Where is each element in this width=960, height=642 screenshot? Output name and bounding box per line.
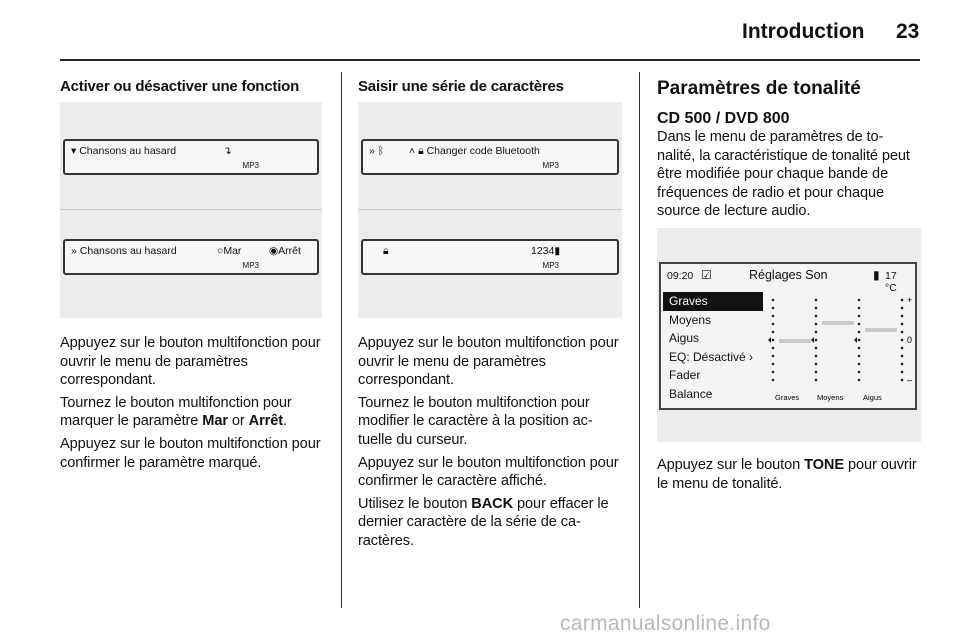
paragraph (358, 495, 624, 551)
tone-item-fader[interactable]: Fader (669, 368, 701, 383)
page-number: 23 (896, 20, 920, 43)
temperature: 17 °C (885, 270, 897, 294)
column-divider-1 (341, 72, 342, 608)
tone-settings-display (659, 262, 917, 410)
cursor-block-icon: ▮ (554, 245, 561, 257)
column-activate-function (60, 78, 326, 95)
bold-term: Arrêt (248, 413, 283, 430)
screenshot-panel-characters (358, 102, 622, 318)
divider (60, 209, 322, 210)
tone-item-moyens[interactable]: Moyens (669, 312, 712, 327)
equalizer-bars (765, 292, 915, 408)
option-on: Mar (223, 245, 242, 257)
radio-selected-icon: ◉ (269, 245, 279, 257)
bar-label-aigus: Aigus (863, 393, 882, 402)
display-label: Chansons au hasard (79, 145, 177, 157)
tone-item-eq[interactable] (663, 348, 763, 367)
display-label: Chansons au hasard (79, 245, 177, 257)
column-divider-2 (639, 72, 640, 608)
graves-level-bar (779, 339, 811, 343)
option-off: Arrêt (278, 245, 301, 257)
chevron-right-icon: › (749, 349, 754, 364)
tone-item-graves[interactable]: Graves (663, 292, 763, 311)
check-box-icon: ☑ (701, 268, 712, 282)
column-1-body (60, 330, 326, 472)
screenshot-panel-toggle (60, 102, 322, 318)
clock: 09:20 (667, 270, 694, 282)
paragraph: Appuyez sur le bouton multifonction pour ouvrir le menu de paramètres correspondant. (358, 335, 619, 389)
display-bluetooth-code (361, 139, 619, 175)
source-label: MP3 (542, 261, 559, 270)
source-label: MP3 (242, 261, 259, 270)
display-toggle-1 (63, 139, 319, 175)
paragraph (657, 456, 921, 493)
aigus-level-bar (865, 328, 897, 332)
scale-zero: 0 (907, 335, 913, 345)
double-chevron-icon: » (71, 245, 80, 257)
bold-term: BACK (471, 495, 514, 512)
double-chevron-icon: » (369, 145, 378, 157)
paragraph: Appuyez sur le bouton multifonction pour confirmer le paramètre marqué. (60, 435, 321, 471)
arrow-down-icon: ▾ (71, 145, 80, 157)
radio-unselected-icon: ○ (217, 245, 224, 257)
caret-up-icon: ˄ (409, 145, 419, 157)
bar-label-moyens: Moyens (817, 393, 844, 402)
page-header-title: Introduction (742, 20, 865, 43)
display-code-entry (361, 239, 619, 275)
tone-item-aigus[interactable]: Aigus (669, 331, 700, 346)
paragraph: Appuyez sur le bouton multifonction pour confirmer le caractère affiché. (358, 454, 619, 490)
column-enter-characters (358, 78, 624, 95)
watermark: carmanualsonline.info (560, 612, 771, 635)
return-arrow-icon: ↴ (223, 145, 232, 157)
text-run: Utilisez le bouton (358, 495, 472, 512)
paragraph: Tournez le bouton multifonction pour modifier le caractère à la position ac-tuelle du curseur. (358, 394, 593, 448)
divider (358, 209, 622, 210)
text-run: pour ouvrir le menu de tonalité. (657, 457, 917, 492)
column-2-body (358, 330, 624, 551)
column-3-body (657, 452, 921, 493)
sub-heading: CD 500 / DVD 800 (657, 110, 790, 127)
tone-item-balance[interactable]: Balance (669, 386, 713, 401)
display-label: Changer code Bluetooth (426, 145, 540, 157)
paragraph (60, 394, 326, 431)
eq-label: EQ: Désactivé (669, 349, 746, 364)
source-label: MP3 (542, 161, 559, 170)
paragraph: Dans le menu de paramètres de to-nalité, la caractéristique de tonalité peut être modifiée pour chaque bande de fréquences de radio et pour chaque source de lecture audio. (657, 129, 910, 220)
column-tone-settings (657, 78, 921, 221)
lock-icon: 🔒︎ (418, 145, 424, 157)
scale-minus: – (907, 375, 913, 385)
tone-title: Réglages Son (749, 268, 828, 282)
text-run: . (283, 413, 287, 430)
text-run: or (227, 413, 249, 430)
display-toggle-2 (63, 239, 319, 275)
text-run: pour effacer le dernier caractère de la série de ca-ractères. (358, 495, 609, 549)
section-heading: Activer ou désactiver une fonction (60, 78, 300, 95)
section-heading: Saisir une série de caractères (358, 78, 564, 95)
lock-icon: 🔒︎ (383, 245, 389, 257)
source-label: MP3 (242, 161, 259, 170)
text-run: Appuyez sur le bouton (657, 457, 805, 473)
moyens-level-bar (822, 321, 854, 325)
header-rule (60, 59, 920, 61)
bar-label-graves: Graves (775, 393, 800, 402)
scale-plus: + (907, 295, 913, 305)
bluetooth-icon: ᛒ (377, 145, 385, 157)
tone-menu-list (663, 292, 763, 404)
code-value: 1234 (531, 245, 555, 257)
bold-term: Mar (202, 413, 228, 430)
paragraph: Appuyez sur le bouton multifonction pour ouvrir le menu de paramètres correspondant. (60, 335, 321, 389)
bold-term: TONE (804, 457, 844, 473)
text-run: Tournez le bouton multifonction pour marquer le paramètre (60, 394, 292, 430)
phone-icon: ▮ (873, 268, 880, 282)
section-heading: Paramètres de tonalité (657, 78, 861, 99)
